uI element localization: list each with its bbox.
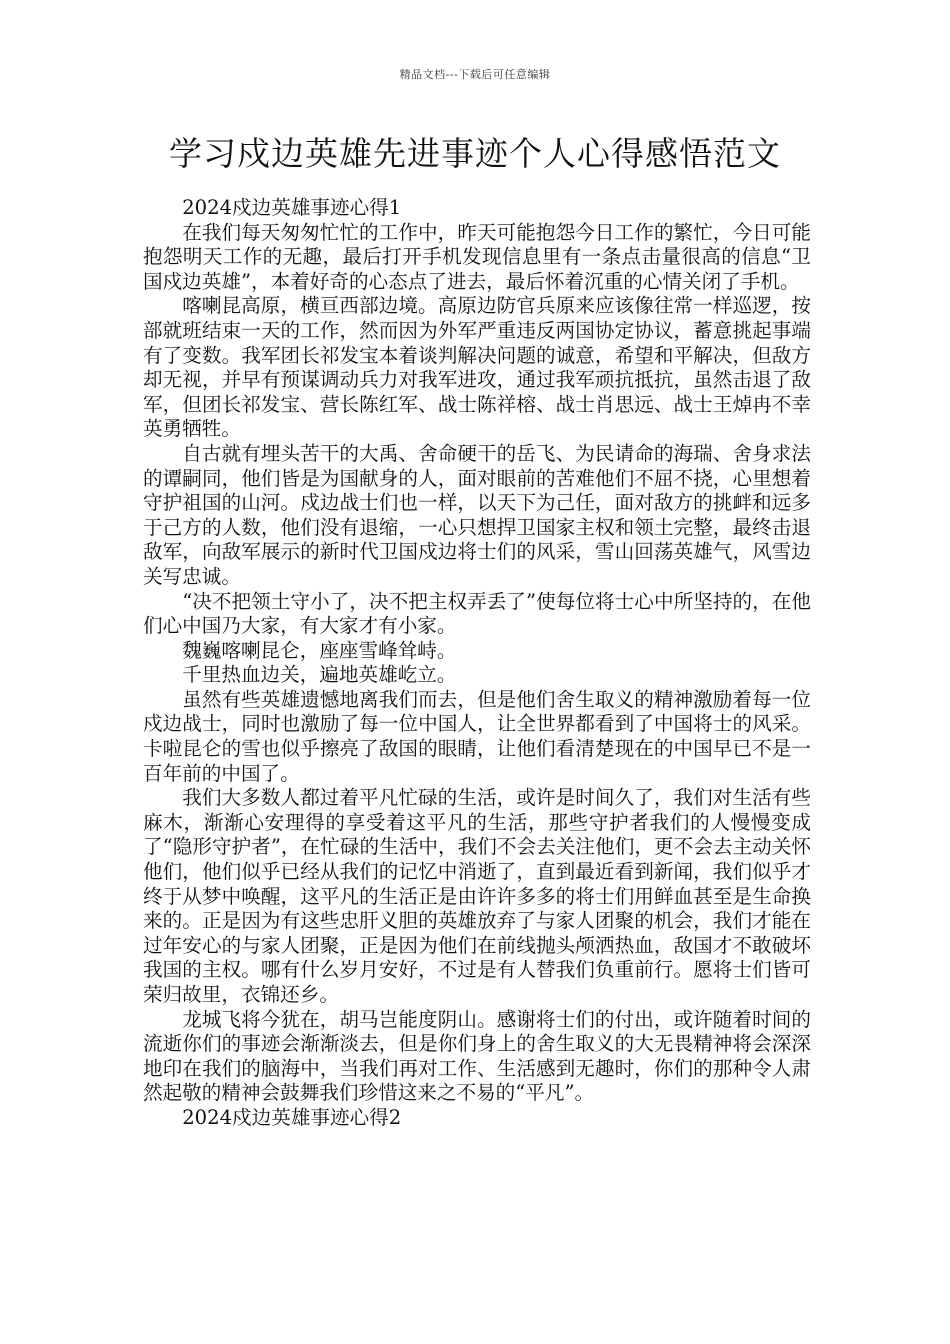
body-paragraph: 龙城飞将今犹在，胡马岂能度阴山。感谢将士们的付出，或许随着时间的流逝你们的事迹会渐渐淡去，但是你们身上的舍生取义的大无畏精神将会深深地印在我们的脑海中，当我们再对工作、生活感到无趣时，你们的那种令人肃然起敬的精神会鼓舞我们珍惜这来之不易的“平凡”。 (143, 1007, 811, 1105)
body-paragraph: “决不把领土守小了，决不把主权弄丢了”使每位将士心中所坚持的，在他们心中国乃大家，有大家才有小家。 (143, 589, 811, 638)
body-paragraph: 虽然有些英雄遗憾地离我们而去，但是他们舍生取义的精神激励着每一位戍边战士，同时也激励了每一位中国人，让全世界都看到了中国将士的风采。卡啦昆仑的雪也似乎擦亮了敌国的眼睛，让他们看清楚现在的中国早已不是一百年前的中国了。 (143, 687, 811, 785)
body-paragraph: 在我们每天匆匆忙忙的工作中，昨天可能抱怨今日工作的繁忙，今日可能抱怨明天工作的无趣，最后打开手机发现信息里有一条点击量很高的信息“卫国戍边英雄”，本着好奇的心态点了进去，最后怀着沉重的心情关闭了手机。 (143, 220, 811, 293)
document-title: 学习戍边英雄先进事迹个人心得感悟范文 (169, 134, 781, 173)
section-heading-2: 2024戍边英雄事迹心得2 (182, 1105, 402, 1129)
poem-line: 魏巍喀喇昆仑，座座雪峰耸峙。 (182, 638, 457, 662)
body-paragraph: 喀喇昆高原，横亘西部边境。高原边防官兵原来应该像往常一样巡逻，按部就班结束一天的工作，然而因为外军严重违反两国协定协议，蓄意挑起事端有了变数。我军团长祁发宝本着谈判解决问题的诚意，希望和平解决，但敌方却无视，并早有预谋调动兵力对我军进攻，通过我军顽抗抵抗，虽然击退了敌军，但团长祁发宝、营长陈红军、战士陈祥榕、战士肖思远、战士王焯冉不幸英勇牺牲。 (143, 294, 811, 441)
body-paragraph: 我们大多数人都过着平凡忙碌的生活，或许是时间久了，我们对生活有些麻木，渐渐心安理得的享受着这平凡的生活，那些守护者我们的人慢慢变成了“隐形守护者”，在忙碌的生活中，我们不会去关注他们，更不会去主动关怀他们，他们似乎已经从我们的记忆中消逝了，直到最近看到新闻，我们似乎才终于从梦中唤醒，这平凡的生活正是由许许多多的将士们用鲜血甚至是生命换来的。正是因为有这些忠肝义胆的英雄放弃了与家人团聚的机会，我们才能在过年安心的与家人团聚，正是因为他们在前线抛头颅洒热血，敌国才不敢破坏我国的主权。哪有什么岁月安好，不过是有人替我们负重前行。愿将士们皆可荣归故里，衣锦还乡。 (143, 786, 811, 1006)
section-heading-1: 2024戍边英雄事迹心得1 (182, 196, 402, 219)
page-header: 精品文档---下载后可任意编辑 (399, 68, 551, 81)
poem-line: 千里热血边关，遍地英雄屹立。 (182, 663, 457, 687)
body-paragraph: 自古就有埋头苦干的大禹、舍命硬干的岳飞、为民请命的海瑞、舍身求法的谭嗣同，他们皆是为国献身的人，面对眼前的苦难他们不屈不挠，心里想着守护祖国的山河。戍边战士们也一样，以天下为己任，面对敌方的挑衅和远多于己方的人数，他们没有退缩，一心只想捍卫国家主权和领土完整，最终击退敌军，向敌军展示的新时代卫国戍边将士们的风采，雪山回荡英雄气，风雪边关写忠诚。 (143, 441, 811, 588)
document-body (143, 196, 811, 1131)
